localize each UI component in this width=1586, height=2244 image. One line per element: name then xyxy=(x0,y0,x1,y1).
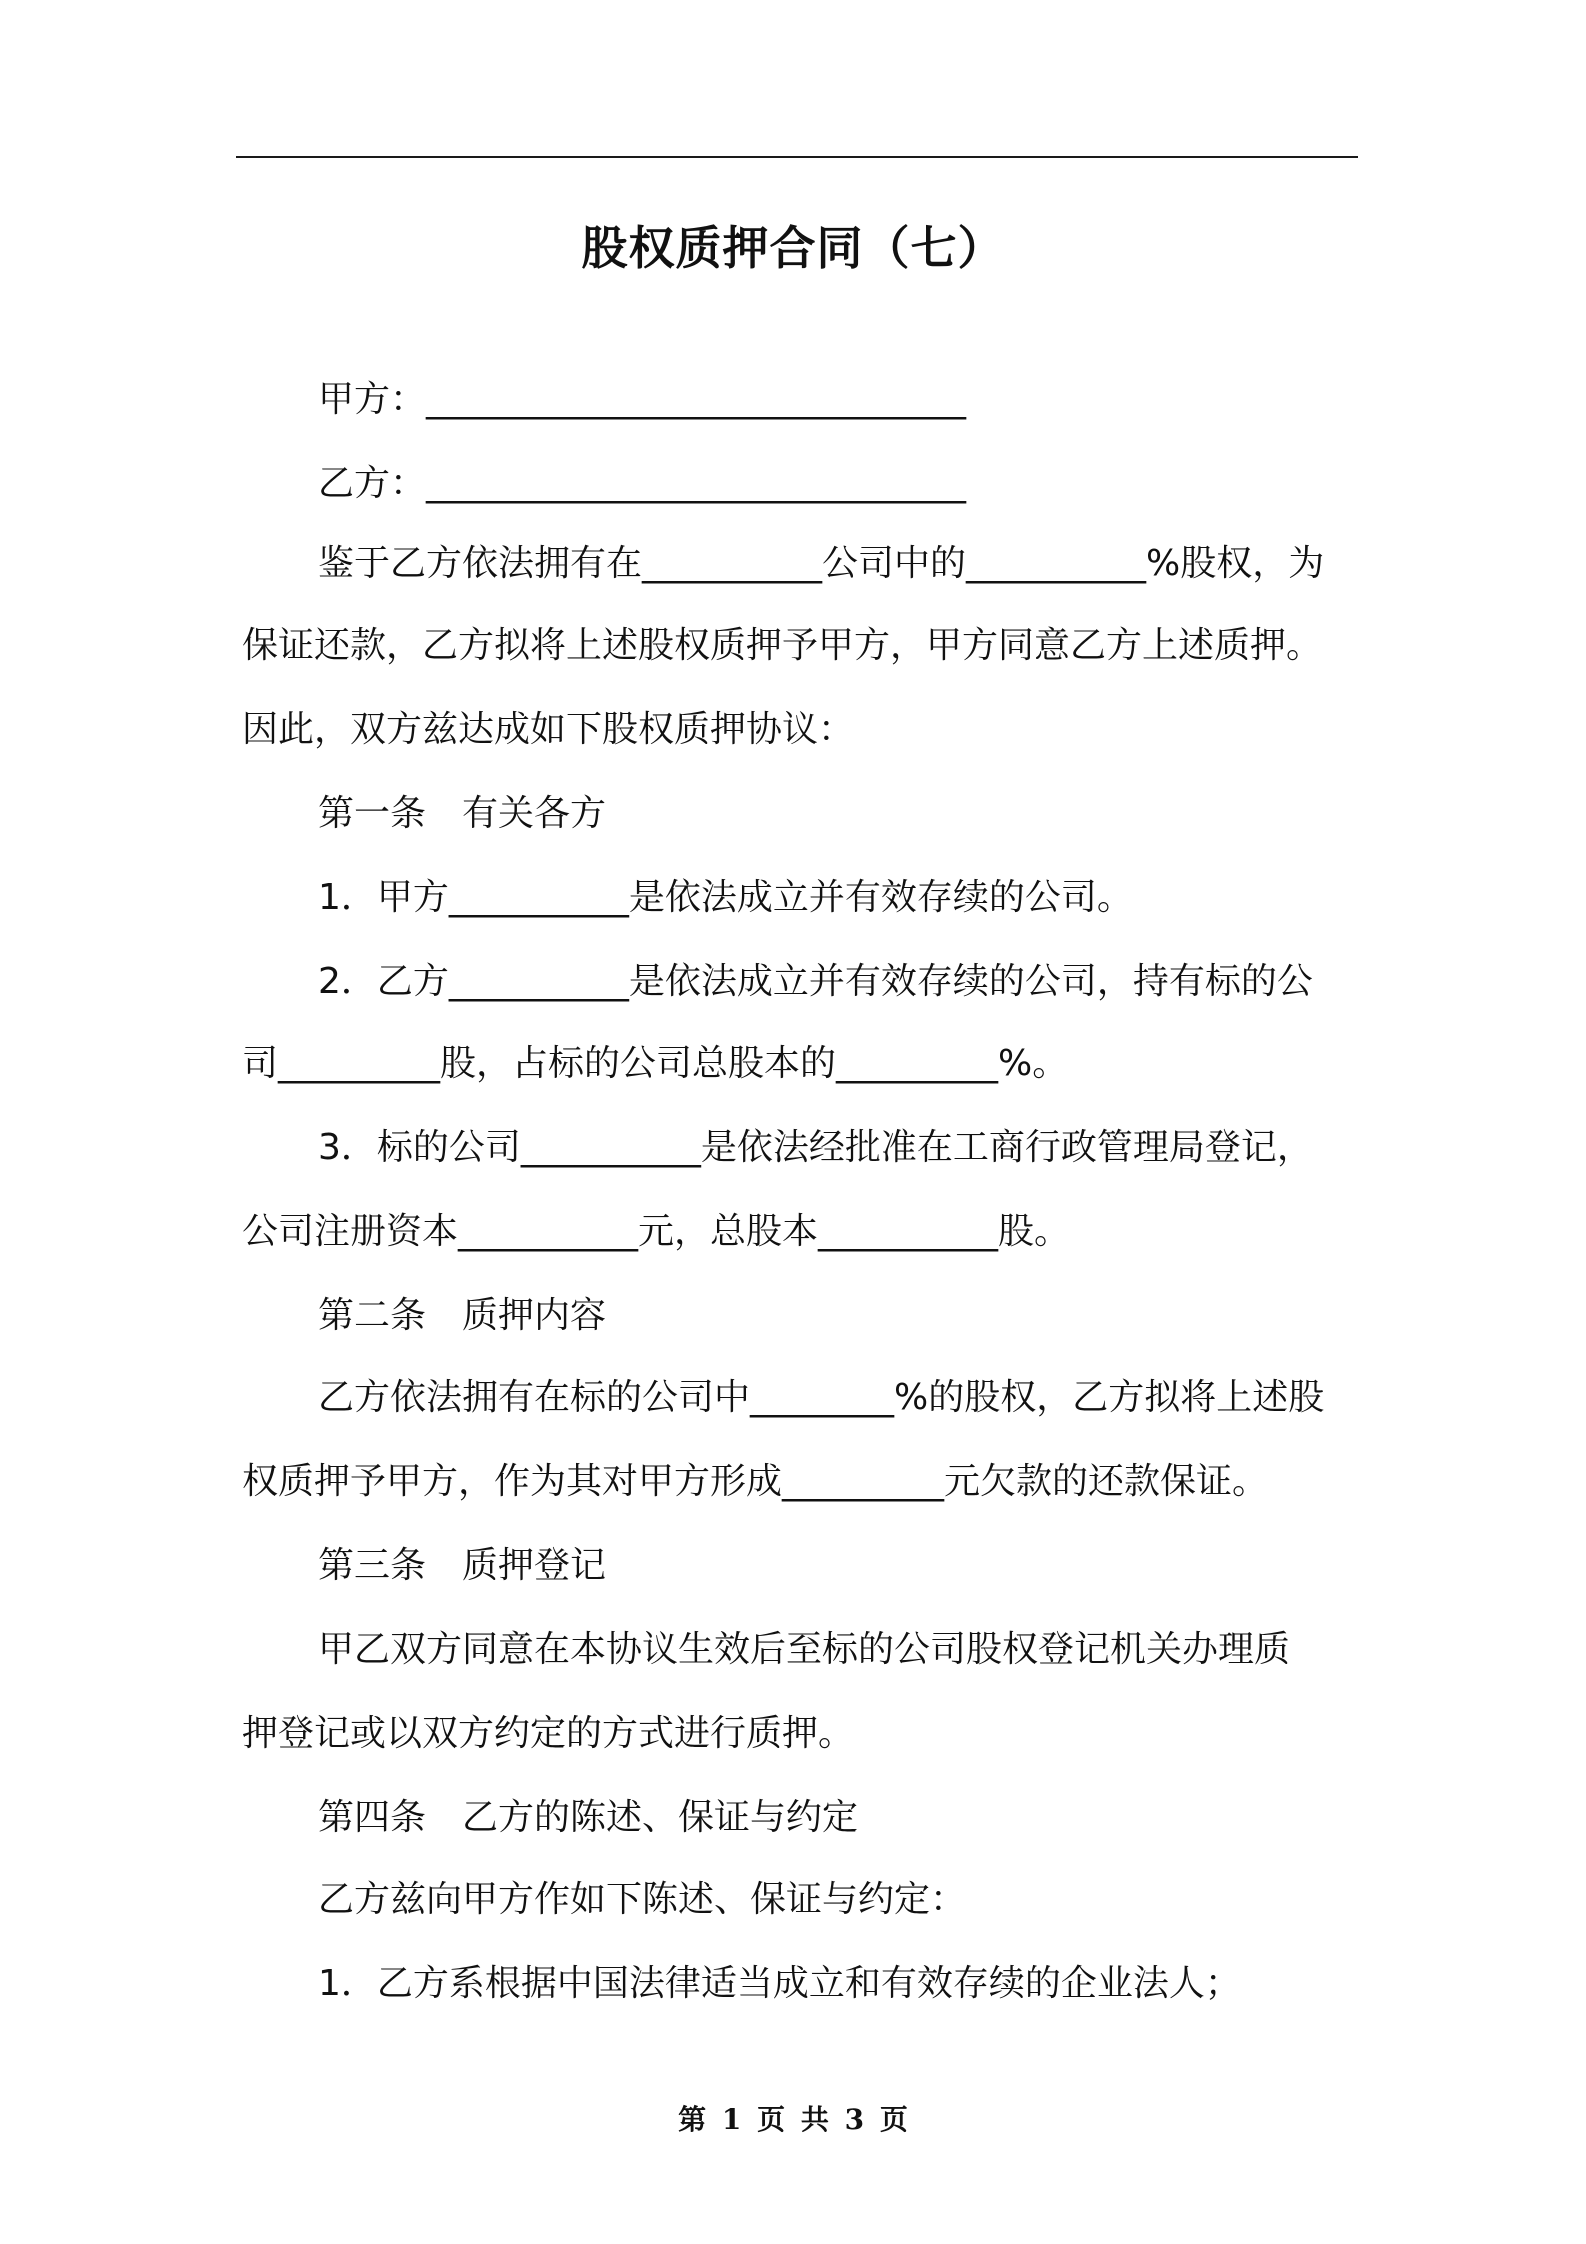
article-1-item-1: 1．甲方__________是依法成立并有效存续的公司。 xyxy=(318,877,1133,918)
article-1-item-2-line-1: 2．乙方__________是依法成立并有效存续的公司，持有标的公 xyxy=(318,961,1313,1002)
article-1-heading: 第一条 有关各方 xyxy=(318,793,607,834)
preamble-line-1: 鉴于乙方依法拥有在__________公司中的__________%股权，为 xyxy=(318,543,1325,584)
party-b-line: 乙方：______________________________ xyxy=(318,463,967,504)
preamble-line-2: 保证还款，乙方拟将上述股权质押予甲方，甲方同意乙方上述质押。 xyxy=(242,625,1323,666)
article-2-body-line-2: 权质押予甲方，作为其对甲方形成_________元欠款的还款保证。 xyxy=(242,1461,1269,1502)
article-3-body-line-2: 押登记或以双方约定的方式进行质押。 xyxy=(242,1713,855,1754)
article-2-body-line-1: 乙方依法拥有在标的公司中________%的股权，乙方拟将上述股 xyxy=(318,1377,1325,1418)
article-4-item-1: 1．乙方系根据中国法律适当成立和有效存续的企业法人； xyxy=(318,1963,1241,2004)
article-2-heading: 第二条 质押内容 xyxy=(318,1295,607,1336)
header-rule xyxy=(236,156,1358,158)
article-1-item-3-line-1: 3．标的公司__________是依法经批准在工商行政管理局登记， xyxy=(318,1127,1313,1168)
article-4-intro: 乙方兹向甲方作如下陈述、保证与约定： xyxy=(318,1879,967,1920)
article-3-body-line-1: 甲乙双方同意在本协议生效后至标的公司股权登记机关办理质 xyxy=(318,1629,1291,1670)
article-1-item-2-line-2: 司_________股，占标的公司总股本的_________%。 xyxy=(242,1043,1069,1084)
article-1-item-3-line-2: 公司注册资本__________元，总股本__________股。 xyxy=(242,1211,1071,1252)
preamble-line-3: 因此，双方兹达成如下股权质押协议： xyxy=(242,709,855,750)
page-footer: 第 1 页 共 3 页 xyxy=(678,2103,908,2136)
article-4-heading: 第四条 乙方的陈述、保证与约定 xyxy=(318,1797,859,1838)
party-a-line: 甲方：______________________________ xyxy=(318,379,967,420)
document-title: 股权质押合同（七） xyxy=(581,221,1005,275)
article-3-heading: 第三条 质押登记 xyxy=(318,1545,607,1586)
